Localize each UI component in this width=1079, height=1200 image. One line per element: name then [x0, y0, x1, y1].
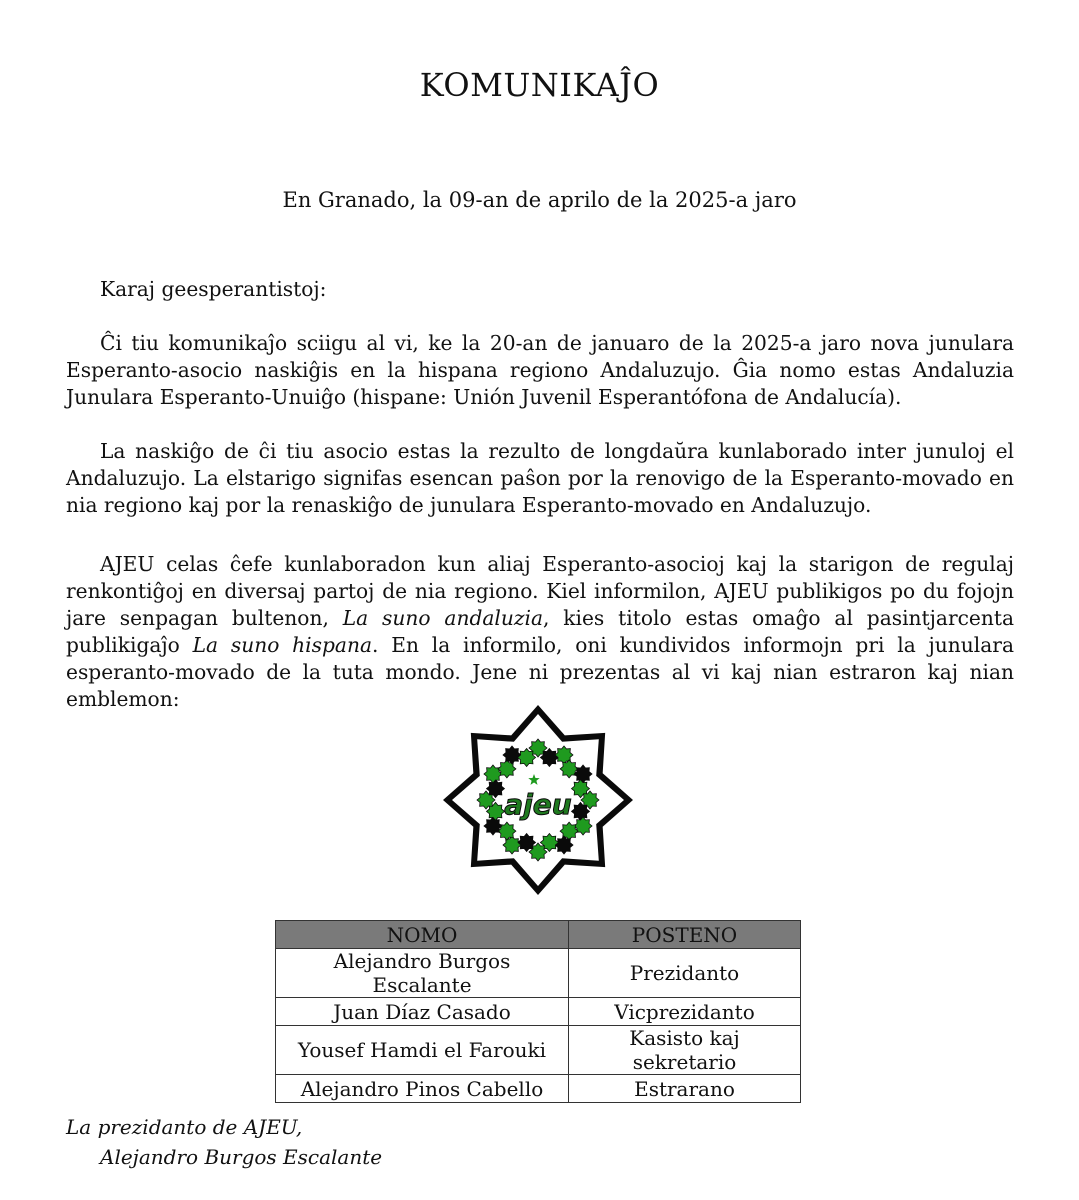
column-header-name: NOMO: [276, 921, 569, 949]
paragraph-2: [66, 438, 1014, 519]
document-title: KOMUNIKAĴO: [419, 66, 660, 104]
emblem-small-star-icon: [484, 817, 502, 835]
emblem-small-star-icon: [572, 802, 590, 820]
column-header-position: POSTENO: [569, 921, 801, 949]
emblem-wordmark: ajeu: [504, 788, 572, 821]
date-line: En Granado, la 09-an de aprilo de la 2025-a jaro: [282, 188, 797, 212]
paragraph-3-part-2: , kies titolo estas omaĝo al pasintjarcenta publikigaĵo: [66, 606, 1015, 657]
member-name: Juan Díaz Casado: [276, 998, 569, 1026]
ajeu-emblem: [442, 703, 634, 897]
member-name: Yousef Hamdi el Farouki: [276, 1026, 569, 1075]
member-position: Kasisto kaj sekretario: [569, 1026, 801, 1075]
paragraph-2-text: La naskiĝo de ĉi tiu asocio estas la rezulto de longdaŭra kunlaborado inter junuloj el Andaluzujo. La elstarigo signifas esencan paŝon por la renovigo de la Esperanto-movado en nia regiono kaj por la renaskiĝo de junulara Esperanto-movado en Andaluzujo.: [66, 439, 1014, 517]
paragraph-3: [66, 551, 1014, 713]
historic-publication-title: La suno hispana: [192, 633, 372, 657]
signature-block: [66, 1112, 382, 1172]
bulletin-title: La suno andaluzia: [342, 606, 544, 630]
emblem-small-star-icon: [487, 780, 505, 798]
board-table: [275, 920, 801, 1103]
paragraph-3-text: [66, 551, 1014, 713]
member-position: Prezidanto: [569, 949, 801, 998]
emblem-small-star-icon: [518, 749, 536, 767]
member-position: Vicprezidanto: [569, 998, 801, 1026]
member-position: Estrarano: [569, 1075, 801, 1103]
member-name: Alejandro Burgos Escalante: [276, 949, 569, 998]
paragraph-1: [66, 330, 1014, 411]
emblem-small-star-icon: [518, 834, 536, 852]
emblem-small-star-icon: [574, 765, 592, 783]
signature-name: Alejandro Burgos Escalante: [100, 1145, 383, 1169]
paragraph-3-part-1: AJEU celas ĉefe kunlaboradon kun aliaj Esperanto-asocioj kaj la starigon de regulaj renkontiĝoj en diversaj partoj de nia regiono. Kiel informilon, AJEU publikigos po du fojojn jare senpagan bultenon,: [66, 552, 1014, 630]
emblem-small-star-icon: [503, 746, 521, 764]
salutation-text: Karaj geesperantistoj:: [100, 277, 327, 301]
table-row: [276, 1026, 801, 1075]
ajeu-emblem-graphic: [442, 703, 634, 897]
table-row: [276, 949, 801, 998]
member-name: Alejandro Pinos Cabello: [276, 1075, 569, 1103]
paragraph-3-part-3: . En la informilo, oni kundividos informojn pri la junulara esperanto-movado de la tuta mondo. Jene ni prezentas al vi kaj nian estraron kaj nian emblemon:: [66, 633, 1014, 711]
signature-role: La prezidanto de AJEU,: [66, 1115, 303, 1139]
table-header-row: [276, 921, 801, 949]
salutation: [66, 276, 1014, 303]
paragraph-1-text: Ĉi tiu komunikaĵo sciigu al vi, ke la 20-an de januaro de la 2025-a jaro nova junulara Esperanto-asocio naskiĝis en la hispana regiono Andaluzujo. Ĝia nomo estas Andaluzia Junulara Esperanto-Unuiĝo (hispane: Unión Juvenil Esperantófona de Andalucía).: [66, 331, 1014, 409]
table-row: [276, 1075, 801, 1103]
table-row: [276, 998, 801, 1026]
emblem-small-star-icon: [540, 749, 558, 767]
emblem-small-star-icon: [555, 836, 573, 854]
